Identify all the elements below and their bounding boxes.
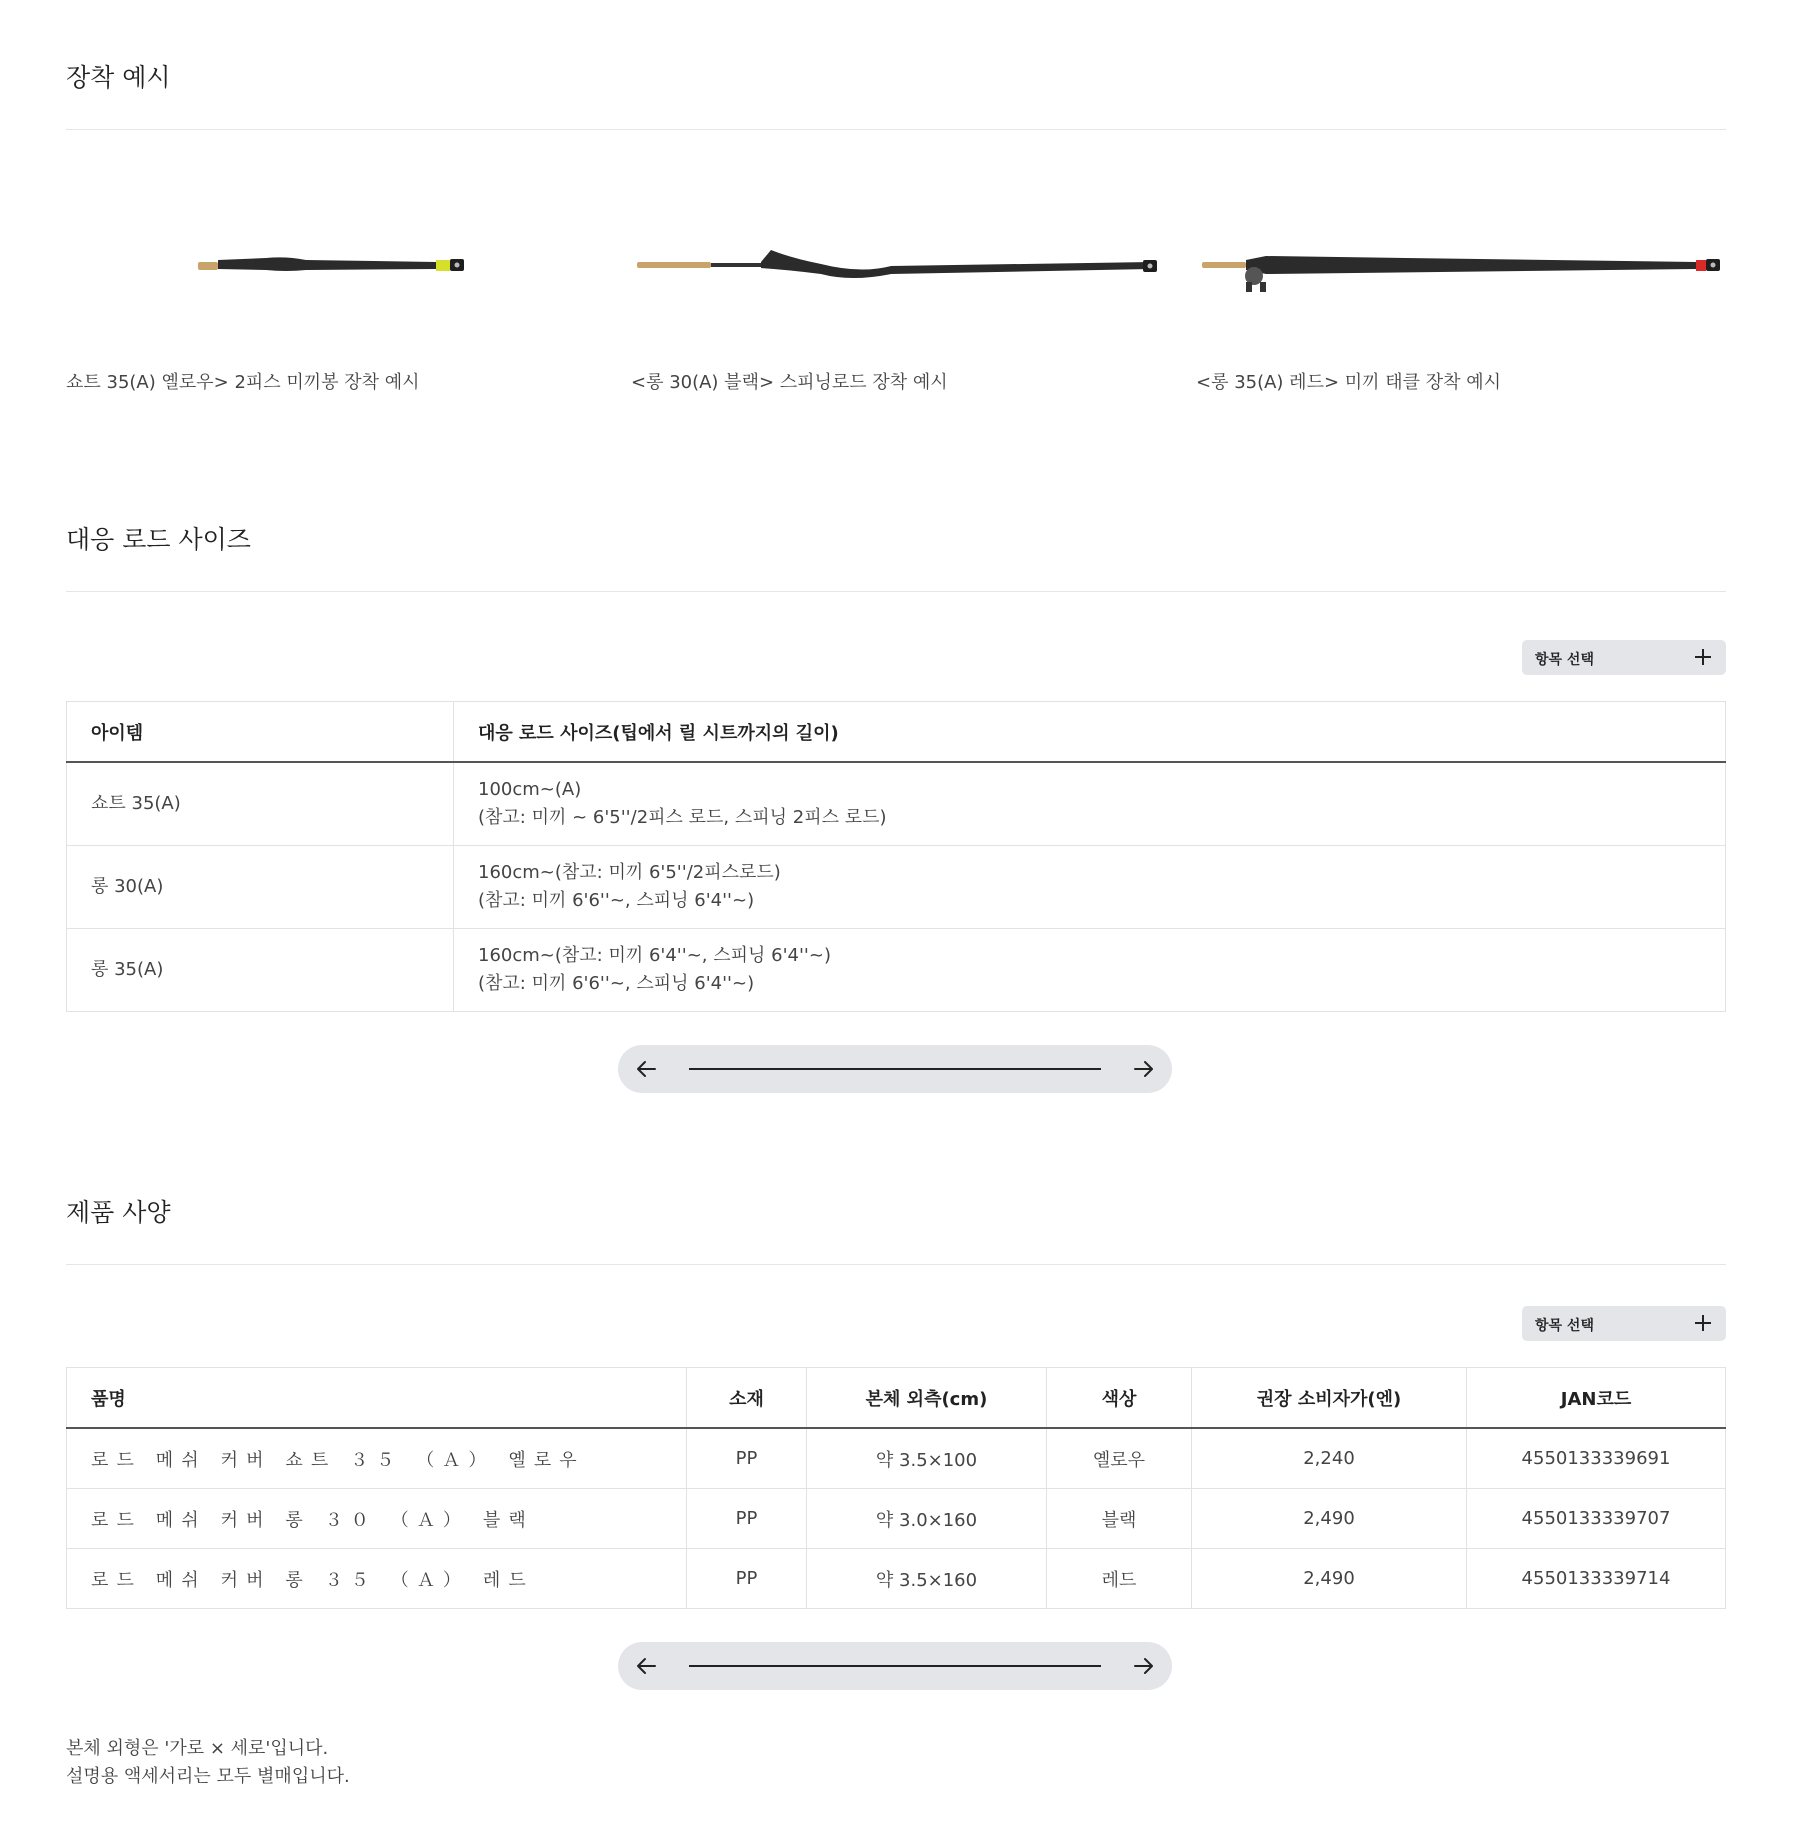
cell-jan: 4550133339691 xyxy=(1467,1428,1726,1489)
table-row xyxy=(67,762,1726,846)
arrow-right-icon[interactable] xyxy=(1132,1057,1156,1081)
section-divider xyxy=(66,1264,1726,1265)
section-title-rod-sizes: 대응 로드 사이즈 xyxy=(66,525,251,554)
cell-material: PP xyxy=(687,1489,807,1549)
scroll-track[interactable] xyxy=(689,1068,1101,1070)
table-scroll-control xyxy=(618,1045,1172,1093)
plus-icon xyxy=(1694,1314,1712,1332)
table-row xyxy=(67,846,1726,929)
header-item: 아이템 xyxy=(67,702,454,763)
header-jan: JAN코드 xyxy=(1467,1368,1726,1429)
cell-color: 레드 xyxy=(1047,1549,1192,1609)
cell-jan: 4550133339714 xyxy=(1467,1549,1726,1609)
section-divider xyxy=(66,591,1726,592)
column-select-button[interactable] xyxy=(1522,640,1726,675)
cell-size: 약 3.5×100 xyxy=(807,1428,1047,1489)
size-line-2: (참고: 미끼 6'6''~, 스피닝 6'4''~) xyxy=(478,973,755,994)
header-size: 본체 외측(cm) xyxy=(807,1368,1047,1429)
cell-size: 약 3.5×160 xyxy=(807,1549,1047,1609)
spec-table xyxy=(66,1367,1726,1609)
cell-rod-size xyxy=(454,762,1726,846)
arrow-left-icon[interactable] xyxy=(634,1654,658,1678)
gallery-caption: <롱 35(A) 레드> 미끼 태클 장착 예시 xyxy=(1196,372,1502,393)
cell-color: 옐로우 xyxy=(1047,1428,1192,1489)
header-price: 권장 소비자가(엔) xyxy=(1192,1368,1467,1429)
arrow-right-icon[interactable] xyxy=(1132,1654,1156,1678)
table-row xyxy=(67,929,1726,1012)
cell-name: 로드 메쉬 커버 롱 ３５ （Ａ） 레드 xyxy=(67,1549,687,1609)
size-line-1: 160cm~(참고: 미끼 6'5''/2피스로드) xyxy=(478,862,781,883)
gallery-item-long-35-red[interactable] xyxy=(1196,178,1736,398)
section-divider xyxy=(66,129,1726,130)
section-title-specs: 제품 사양 xyxy=(66,1198,171,1227)
gallery-item-short-35-yellow[interactable] xyxy=(66,178,606,398)
rod-image-spinning xyxy=(631,178,1171,298)
table-row xyxy=(67,1549,1726,1609)
table-row xyxy=(67,1489,1726,1549)
size-line-2: (참고: 미끼 ~ 6'5''/2피스 로드, 스피닝 2피스 로드) xyxy=(478,807,887,828)
rod-image-bait xyxy=(1196,178,1736,298)
header-name: 품명 xyxy=(67,1368,687,1429)
plus-icon xyxy=(1694,648,1712,666)
cell-price: 2,490 xyxy=(1192,1489,1467,1549)
cell-item: 롱 35(A) xyxy=(67,929,454,1012)
cell-material: PP xyxy=(687,1428,807,1489)
cell-name: 로드 메쉬 커버 쇼트 ３５ （Ａ） 옐로우 xyxy=(67,1428,687,1489)
cell-jan: 4550133339707 xyxy=(1467,1489,1726,1549)
table-header-row xyxy=(67,702,1726,763)
cell-price: 2,490 xyxy=(1192,1549,1467,1609)
cell-rod-size xyxy=(454,929,1726,1012)
cell-color: 블랙 xyxy=(1047,1489,1192,1549)
header-material: 소재 xyxy=(687,1368,807,1429)
section-title-mount-examples: 장착 예시 xyxy=(66,63,171,92)
size-line-2: (참고: 미끼 6'6''~, 스피닝 6'4''~) xyxy=(478,890,755,911)
table-scroll-control xyxy=(618,1642,1172,1690)
cell-size: 약 3.0×160 xyxy=(807,1489,1047,1549)
gallery-caption: 쇼트 35(A) 옐로우> 2피스 미끼봉 장착 예시 xyxy=(66,372,420,393)
rod-image-short xyxy=(66,178,606,298)
cell-item: 쇼트 35(A) xyxy=(67,762,454,846)
cell-material: PP xyxy=(687,1549,807,1609)
table-header-row xyxy=(67,1368,1726,1429)
scroll-track[interactable] xyxy=(689,1665,1101,1667)
header-rod-size: 대응 로드 사이즈(팁에서 릴 시트까지의 길이) xyxy=(454,702,1726,763)
size-line-1: 160cm~(참고: 미끼 6'4''~, 스피닝 6'4''~) xyxy=(478,945,831,966)
column-select-label: 항목 선택 xyxy=(1535,1318,1594,1334)
cell-rod-size xyxy=(454,846,1726,929)
cell-item: 롱 30(A) xyxy=(67,846,454,929)
footnotes xyxy=(66,1735,350,1791)
mount-example-gallery xyxy=(66,178,1726,398)
gallery-caption: <롱 30(A) 블랙> 스피닝로드 장착 예시 xyxy=(631,372,948,393)
arrow-left-icon[interactable] xyxy=(634,1057,658,1081)
size-line-1: 100cm~(A) xyxy=(478,779,582,800)
footnote-line: 본체 외형은 '가로 × 세로'입니다. xyxy=(66,1738,329,1759)
table-row xyxy=(67,1428,1726,1489)
header-color: 색상 xyxy=(1047,1368,1192,1429)
footnote-line: 설명용 액세서리는 모두 별매입니다. xyxy=(66,1766,350,1787)
rod-size-table xyxy=(66,701,1726,1012)
gallery-item-long-30-black[interactable] xyxy=(631,178,1171,398)
cell-name: 로드 메쉬 커버 롱 ３０ （Ａ） 블랙 xyxy=(67,1489,687,1549)
column-select-label: 항목 선택 xyxy=(1535,652,1594,668)
cell-price: 2,240 xyxy=(1192,1428,1467,1489)
column-select-button[interactable] xyxy=(1522,1306,1726,1341)
